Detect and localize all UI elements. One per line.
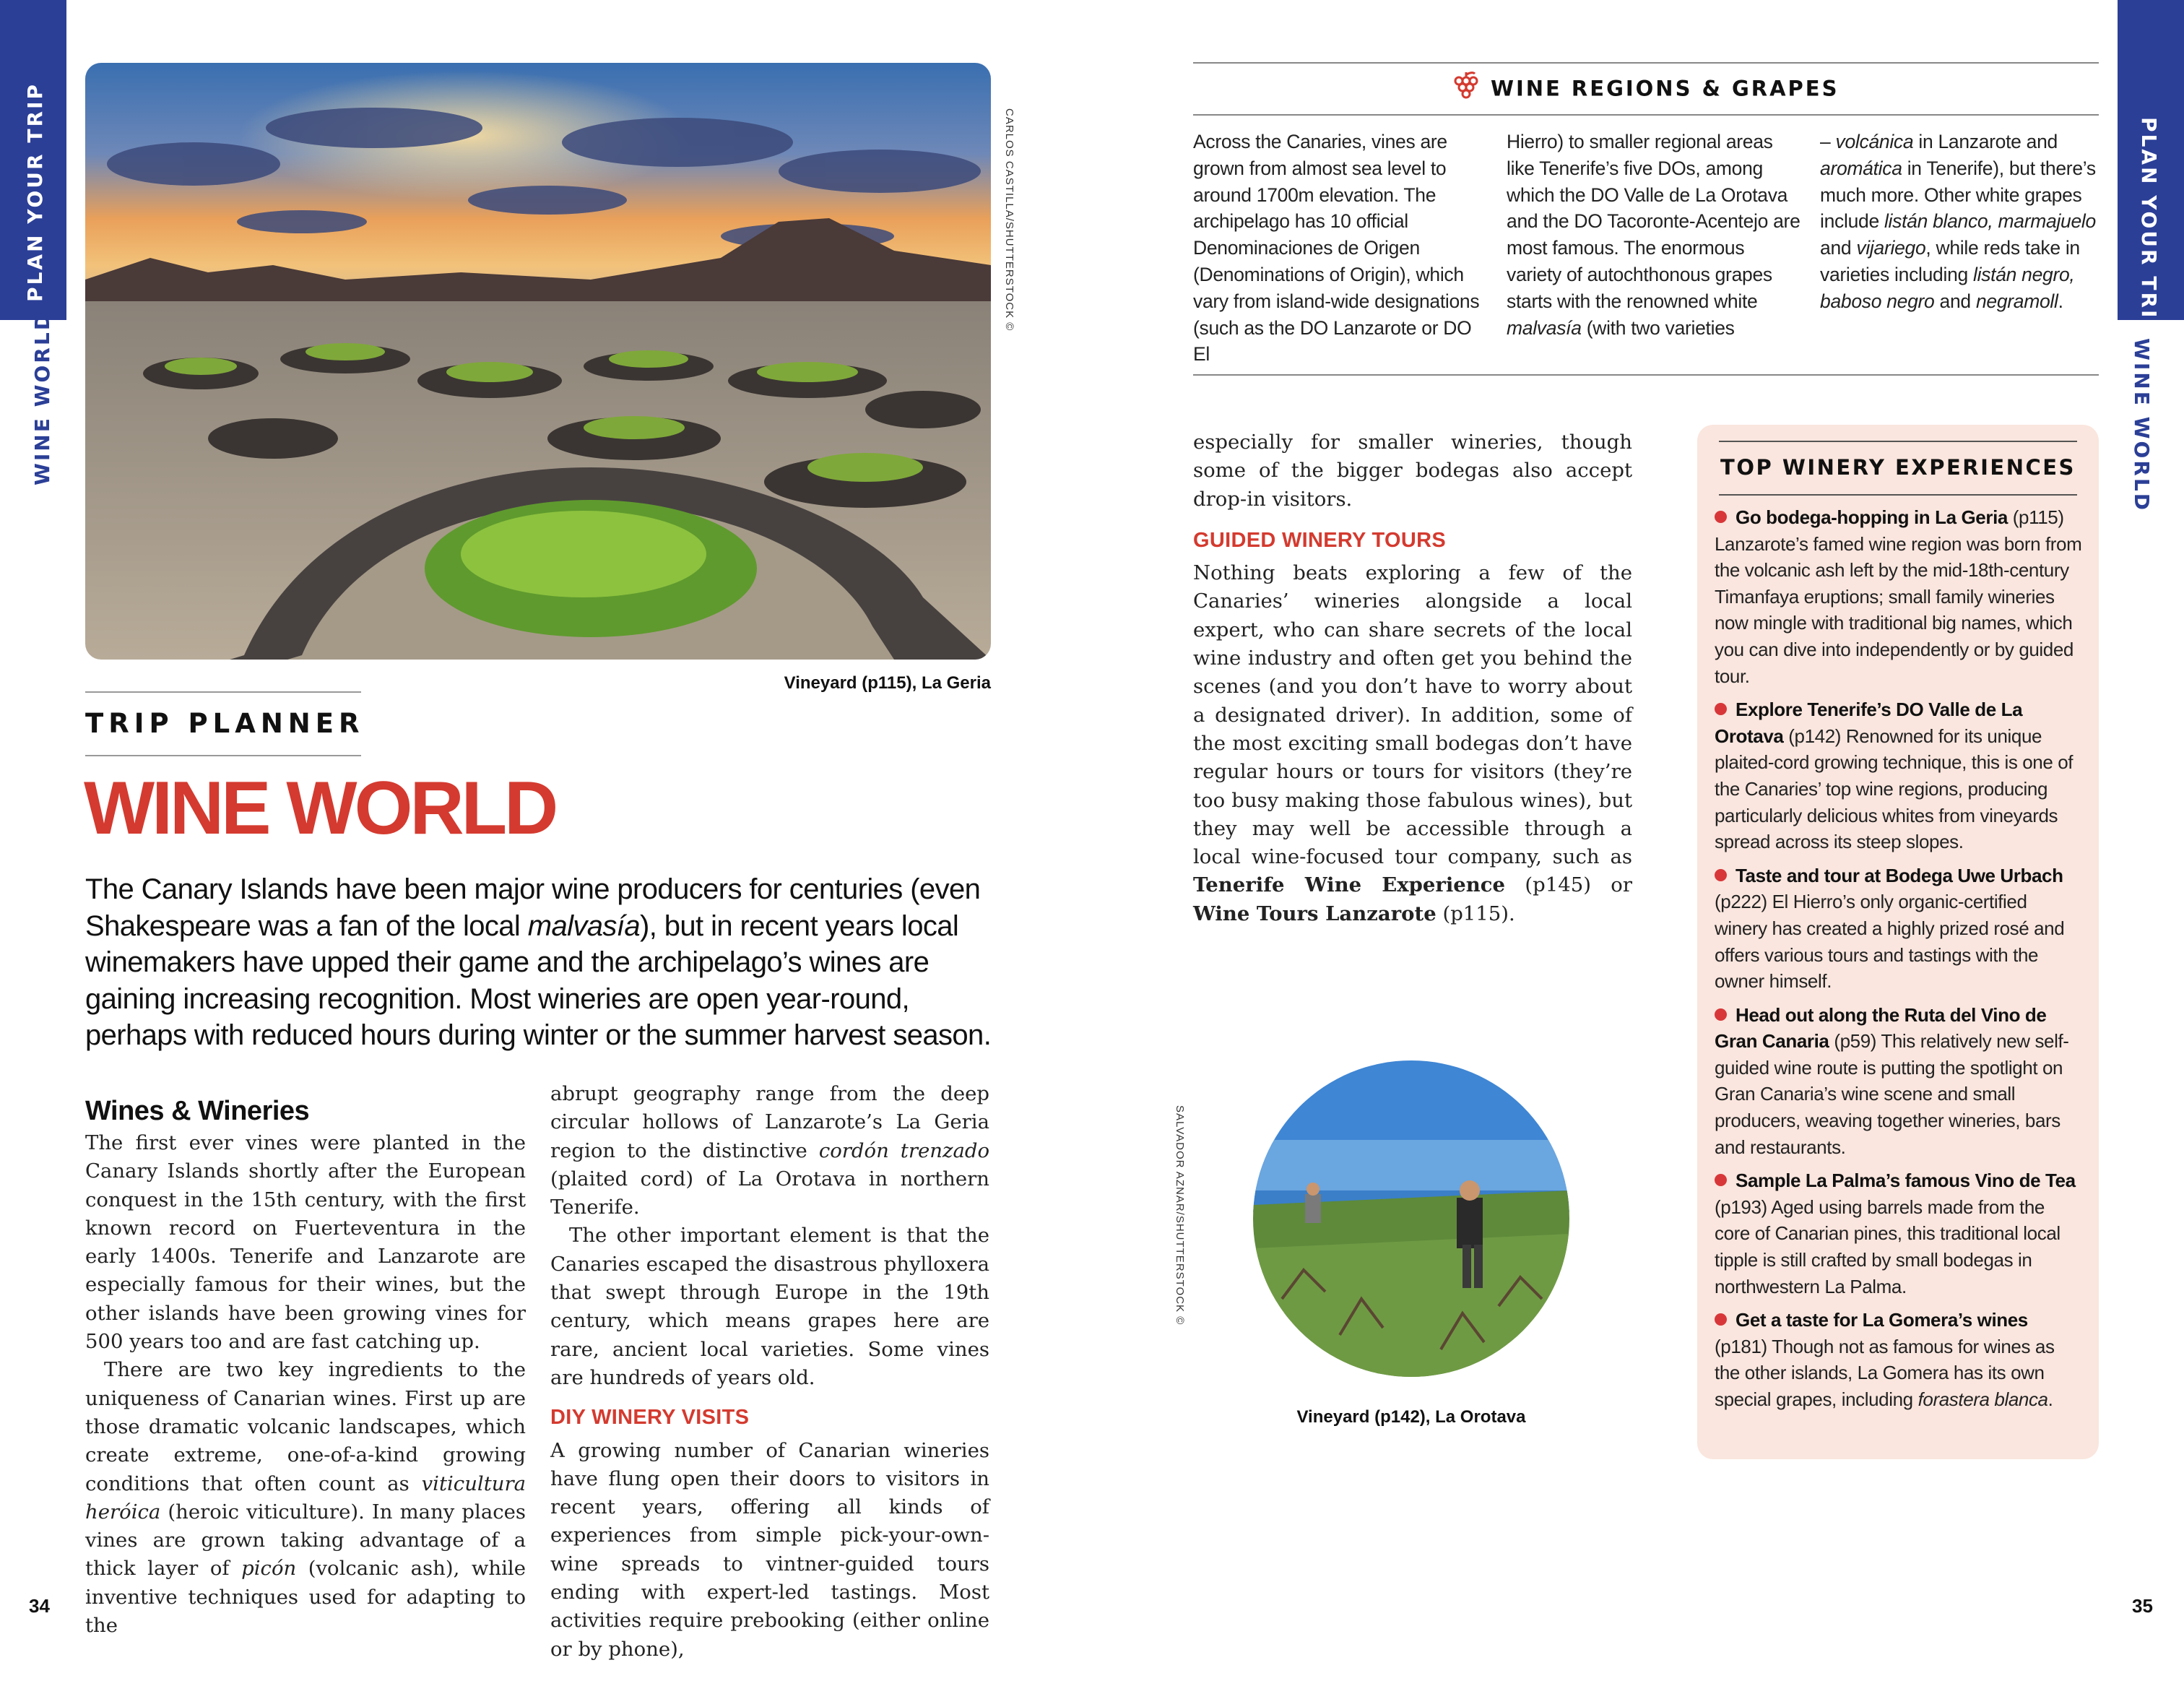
list-item [1715, 504, 2084, 689]
wine-regions-rule-top [1193, 62, 2099, 64]
col1-paragraph-1: The first ever vines were planted in the Canary Islands shortly after the European conquest in the 15th century, with the first known record on Fuerteventura in the early 1400s. Tenerife and Lanzarote are especially famous for their wines, but the other islands have been growing vines for 500 years too and are fast catching up. [85, 1131, 526, 1354]
wr-c3-text-g: . [2058, 290, 2063, 312]
bullet-dot-icon [1715, 511, 1727, 523]
col2-p1-text-b: (plaited cord) of La Orotava in northern Tenerife. [550, 1167, 989, 1219]
wr-c3-text-b: in Lanzarote and [1913, 131, 2058, 152]
right-section-tab-label: PLAN YOUR TRIP [2137, 117, 2161, 337]
page-number-right: 35 [2132, 1595, 2153, 1617]
wine-regions-column-2 [1507, 129, 1803, 341]
box-rule-bottom [1719, 494, 2077, 496]
intro-text-2: ), but in recent years local winemakers have upped their game and the archipelago’s wines are gaining increasing recognition. Most wineries are open year-round, perhaps with reduced hours during winter or the summer harvest season. [85, 909, 992, 1051]
body-column-2 [550, 1080, 989, 1664]
wr-c3-text-e: , while reds take in varieties including [1820, 237, 2080, 285]
wr-c2-text-b: (with two varieties [1581, 316, 1735, 339]
bottom-photo-caption: Vineyard (p142), La Orotava [1296, 1407, 1526, 1427]
list-item [1715, 1307, 2084, 1412]
kicker: TRIP PLANNER [85, 708, 365, 739]
item-title: Go bodega-hopping in La Geria [1736, 506, 2008, 528]
vineyard-photo-la-geria [85, 63, 991, 660]
col1-p2-text-b: (heroic viticulture). In many places vines are grown taking advantage of a thick layer of [85, 1500, 526, 1581]
col3-paragraph-1: especially for smaller wineries, though some of the bigger bodegas also accept drop-in visitors. [1193, 431, 1632, 511]
wr-c3-text-a: – [1820, 131, 1836, 152]
intro-paragraph [85, 871, 995, 1054]
top-winery-experiences-box [1697, 425, 2099, 1459]
wr-c3-text-f: and [1934, 290, 1976, 312]
kicker-rule-top [85, 691, 361, 693]
kicker-rule-bottom [85, 755, 361, 756]
col2-paragraph-1 [550, 1080, 989, 1222]
intro-text-1: The Canary Islands have been major wine producers for centuries (even Shakespeare was a fan of the local [85, 873, 981, 942]
wine-regions-column-1: Across the Canaries, vines are grown from almost sea level to around 1700m elevation. The archipelago has 10 official Denominaciones de Origen (Denominations of Origin), which vary from island-wide designations (such as the DO Lanzarote or DO El [1193, 131, 1480, 366]
item-title: Taste and tour at Bodega Uwe Urbach [1736, 864, 2063, 886]
item-text: (p193) Aged using barrels made from the core of Canarian pines, this traditional local tipple is still crafted by small bodegas in northwestern La Palma. [1715, 1196, 2060, 1297]
item-title: Sample La Palma’s famous Vino de Tea [1736, 1170, 2076, 1192]
bullet-dot-icon [1715, 703, 1727, 715]
item-end: . [2048, 1388, 2053, 1410]
wr-c2-text-a: Hierro) to smaller regional areas like Tenerife’s five DOs, among which the DO Valle de La Orotava and the DO Tacoronte-Acentejo are most famous. The enormous variety of autochthonous grapes starts with the renowned white [1507, 131, 1800, 312]
bullet-dot-icon [1715, 1313, 1727, 1326]
orotava-vineyard-illustration [1253, 1060, 1569, 1377]
page-number-left: 34 [29, 1595, 50, 1617]
item-text: (p181) Though not as famous for wines as the other islands, La Gomera has its own special grapes, including [1715, 1335, 2055, 1410]
left-chapter-tab-label: WINE WORLD [30, 311, 54, 485]
col2-p1-text-a: abrupt geography range from the deep circular hollows of Lanzarote’s La Geria region to the distinctive [550, 1082, 989, 1162]
subhead-guided-winery-tours: GUIDED WINERY TOURS [1193, 528, 1446, 552]
item-emphasis: forastera blanca [1918, 1388, 2048, 1410]
list-item [1715, 863, 2084, 995]
intro-emphasis: malvasía [527, 909, 640, 942]
item-text: (p142) Renowned for its unique plaited-cord growing technique, this is one of the Canaries’ top wine regions, producing particularly delicious whites from vineyards spread across its steep slopes. [1715, 725, 2074, 853]
wr-c3-text-c: in Tenerife), but there’s much more. Other white grapes include [1820, 157, 2096, 233]
item-title: Get a taste for La Gomera’s wines [1736, 1309, 2028, 1331]
left-section-tab-label: PLAN YOUR TRIP [23, 82, 47, 302]
col2-paragraph-3: A growing number of Canarian wineries have flung open their doors to visitors in recent years, offering all kinds of experiences from simple pick-your-own-wine spreads to vintner-guided tours ending with expert-led tastings. Most activities require prebooking (either online or by phone), [550, 1438, 989, 1661]
col2-p1-em: cordón trenzado [818, 1138, 989, 1162]
wine-tours-lanzarote-name: Wine Tours Lanzarote [1193, 902, 1436, 925]
wr-c3-em-1: volcánica [1835, 131, 1914, 152]
wr-c3-em-3: listán blanco, marmajuelo [1884, 210, 2096, 233]
col1-p2-text-c: (volcanic ash), while inventive techniques used for adapting to the [85, 1557, 526, 1638]
vineyard-landscape-illustration [85, 63, 991, 660]
right-chapter-tab-label: WINE WORLD [2130, 338, 2154, 512]
wr-c3-em-2: aromática [1820, 157, 1902, 179]
grape-icon [1453, 71, 1479, 106]
col1-p2-text-a: There are two key ingredients to the uniqueness of Canarian wines. First up are those dramatic volcanic landscapes, which create extreme, one-of-a-kind growing conditions that often count as [85, 1358, 526, 1495]
wine-regions-heading: WINE REGIONS & GRAPES [1490, 76, 1840, 101]
body-column-1 [85, 1093, 526, 1640]
vineyard-photo-la-orotava [1253, 1060, 1569, 1377]
wr-c3-em-5: listán negro, baboso negro [1820, 263, 2075, 312]
wine-regions-heading-row [1193, 71, 2099, 106]
wr-c3-em-6: negramoll [1975, 290, 2058, 312]
item-title: Explore Tenerife’s DO Valle de La Orotava [1715, 699, 2023, 747]
page-title: WINE WORLD [84, 766, 556, 850]
col2-paragraph-2: The other important element is that the Canaries escaped the disastrous phylloxera that swept through Europe in the 19th century, which means grapes here are rare, ancient local varieties. Some vines are hundreds of years old. [550, 1224, 989, 1389]
wine-regions-column-3 [1820, 129, 2099, 315]
col3-paragraph-2 [1193, 559, 1632, 928]
wr-c3-em-4: vijariego [1856, 237, 1926, 259]
col1-paragraph-2 [85, 1356, 526, 1640]
bullet-dot-icon [1715, 1008, 1727, 1021]
item-title: Head out along the Ruta del Vino de Gran Canaria [1715, 1003, 2047, 1053]
bottom-photo-credit: SALVADOR AZNAR/SHUTTERSTOCK © [1174, 1105, 1186, 1326]
tenerife-wine-experience-name: Tenerife Wine Experience [1193, 873, 1506, 897]
col3-p2-text-c: (p145) or [1505, 873, 1632, 897]
wine-regions-rule-bottom [1193, 374, 2099, 376]
col3-p2-text-d: (p115). [1436, 902, 1515, 925]
box-rule-top [1719, 441, 2077, 442]
top-photo-caption: Vineyard (p115), La Geria [784, 673, 991, 693]
wr-c2-em: malvasía [1507, 316, 1582, 339]
box-list [1715, 504, 2084, 1420]
list-item [1715, 1002, 2084, 1161]
wr-c3-text-d: and [1820, 237, 1857, 259]
body-column-3 [1193, 428, 1632, 928]
item-text: (p115) Lanzarote’s famed wine region was born from the volcanic ash left by the mid-18th-century Timanfaya eruptions; small family wineries now mingle with traditional big names, which you can dive into independently or by guided tour. [1715, 506, 2082, 687]
list-item [1715, 1167, 2084, 1300]
wine-regions-rule-mid [1193, 114, 2099, 116]
col1-p2-em-2: picón [241, 1557, 297, 1581]
section-heading-wines: Wines & Wineries [85, 1096, 310, 1126]
list-item [1715, 696, 2084, 855]
subhead-diy-winery-visits: DIY WINERY VISITS [550, 1406, 750, 1430]
bullet-dot-icon [1715, 1174, 1727, 1186]
item-text: (p222) El Hierro’s only organic-certified winery has created a highly prized rosé and offers various tours and tastings with the owner himself. [1715, 891, 2065, 993]
bullet-dot-icon [1715, 869, 1727, 881]
col1-p2-em-1: viticultura heróica [85, 1472, 526, 1524]
box-heading: TOP WINERY EXPERIENCES [1720, 455, 2076, 480]
item-text: (p59) This relatively new self-guided wine route is putting the spotlight on Gran Canaria’s wine scene and small producers, weaving together wineries, bars and restaurants. [1715, 1030, 2069, 1158]
col3-p2-text-a: Nothing beats exploring a few of the Canaries’ wineries alongside a local expert, who can share secrets of the local wine industry and often get you behind the scenes (and you don’t have to worry about a designated driver). In addition, some of the most exciting small bodegas don’t have regular hours or tours for visitors (they’re too busy making those fabulous wines), but they may well be accessible through a local wine-focused tour company, such as [1193, 561, 1632, 869]
top-photo-credit: CARLOS CASTILLA/SHUTTERSTOCK © [1003, 108, 1015, 332]
